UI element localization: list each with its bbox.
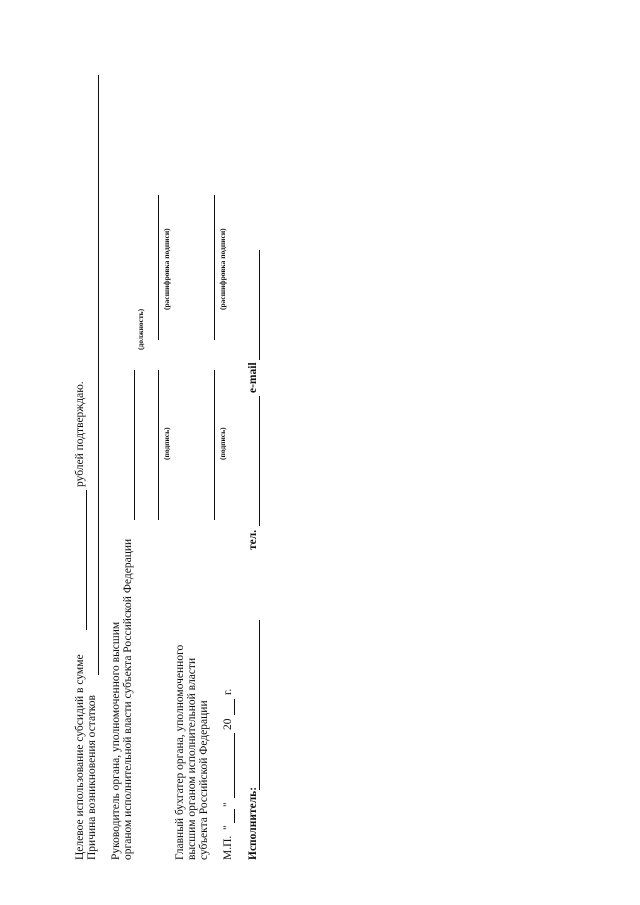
email-field-line bbox=[259, 250, 260, 360]
accountant-line2: высшим органом исполнительной власти bbox=[186, 657, 198, 860]
phone-label: тел. bbox=[247, 529, 259, 550]
head-decoding-line bbox=[158, 195, 159, 340]
accountant-line1: Главный бухгатер органа, уполномоченного bbox=[174, 644, 186, 860]
reason-label: Причина возникновения остатков bbox=[86, 695, 98, 860]
purpose-label: Целевое использование субсидий в сумме bbox=[74, 654, 86, 860]
accountant-decoding-line bbox=[214, 195, 215, 340]
month-field-line bbox=[234, 733, 235, 798]
date-quote-close: " bbox=[222, 802, 234, 807]
phone-field-line bbox=[259, 396, 260, 526]
reason-field-line bbox=[98, 75, 99, 675]
accountant-decoding-caption: (расшифровка подписи) bbox=[218, 228, 227, 310]
email-label: e-mail bbox=[247, 362, 259, 393]
rotated-form-page bbox=[72, 20, 332, 880]
head-signature-caption: (подпись) bbox=[162, 427, 171, 460]
head-title-line2: органом исполнительной власти субъекта Российской Федерации bbox=[122, 538, 134, 860]
date-quote-open: " bbox=[222, 825, 234, 830]
accountant-line3: субъекта Российской Федерации bbox=[198, 700, 210, 860]
head-decoding-caption: (расшифровка подписи) bbox=[162, 228, 171, 310]
head-title-line1: Руководитель органа, уполномоченного высшим bbox=[110, 621, 122, 860]
executor-field-line bbox=[259, 620, 260, 790]
year-field-line bbox=[234, 699, 235, 715]
head-signature-line bbox=[158, 370, 159, 520]
accountant-signature-line bbox=[214, 370, 215, 520]
sum-field-line bbox=[86, 490, 87, 630]
year-suffix: г. bbox=[222, 688, 234, 695]
confirm-text: рублей подтверждаю. bbox=[74, 381, 86, 487]
day-field-line bbox=[234, 809, 235, 823]
accountant-signature-caption: (подпись) bbox=[218, 427, 227, 460]
head-position-caption: (должность) bbox=[136, 308, 145, 350]
head-position-line bbox=[134, 370, 135, 520]
executor-label: Исполнитель: bbox=[247, 786, 259, 860]
year-prefix: 20 bbox=[222, 718, 234, 730]
stamp-mp-label: М.П. bbox=[222, 835, 234, 860]
